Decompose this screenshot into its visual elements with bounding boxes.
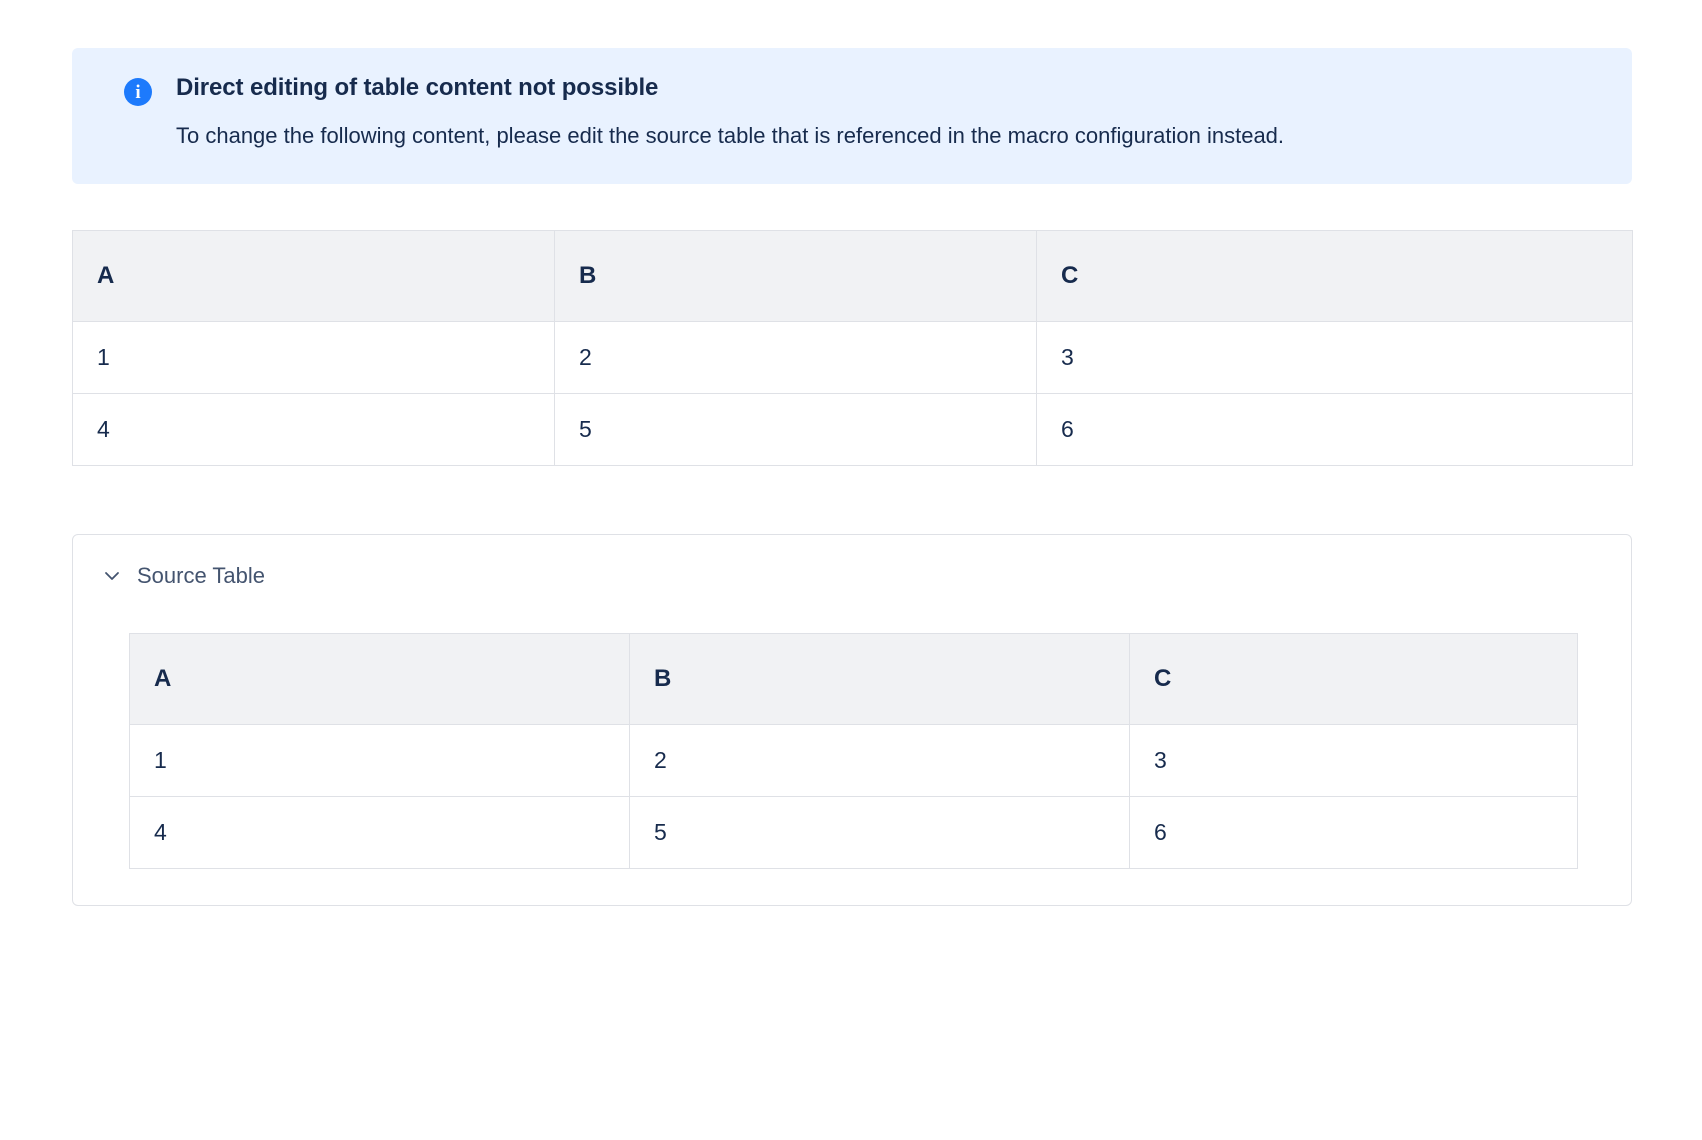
table-row bbox=[73, 321, 1633, 393]
table-head bbox=[73, 230, 1633, 321]
column-header-a: A bbox=[130, 633, 630, 724]
chevron-down-icon[interactable] bbox=[101, 565, 123, 587]
table-cell: 3 bbox=[1130, 724, 1578, 796]
table-body bbox=[73, 321, 1633, 465]
table-cell: 2 bbox=[630, 724, 1130, 796]
table-header-row bbox=[130, 633, 1578, 724]
column-header-c: C bbox=[1037, 230, 1633, 321]
info-banner-text bbox=[176, 74, 1604, 154]
table-cell: 6 bbox=[1037, 393, 1633, 465]
table-row bbox=[73, 393, 1633, 465]
source-table-expand-header[interactable] bbox=[73, 562, 1631, 588]
table-header-row bbox=[73, 230, 1633, 321]
source-table-container bbox=[129, 633, 1577, 869]
info-banner bbox=[72, 48, 1632, 184]
source-table bbox=[129, 633, 1578, 869]
column-header-b: B bbox=[630, 633, 1130, 724]
table-cell: 3 bbox=[1037, 321, 1633, 393]
source-table-panel-body bbox=[73, 587, 1631, 869]
source-table-head bbox=[130, 633, 1578, 724]
table-cell: 2 bbox=[555, 321, 1037, 393]
table-cell: 1 bbox=[73, 321, 555, 393]
source-table-body bbox=[130, 724, 1578, 868]
table-cell: 5 bbox=[630, 796, 1130, 868]
table-row bbox=[130, 796, 1578, 868]
table-cell: 6 bbox=[1130, 796, 1578, 868]
column-header-a: A bbox=[73, 230, 555, 321]
table-cell: 4 bbox=[73, 393, 555, 465]
source-table-panel-title: Source Table bbox=[137, 562, 266, 588]
info-icon: i bbox=[124, 78, 152, 106]
macro-output-table bbox=[72, 230, 1633, 466]
info-icon-container bbox=[100, 74, 176, 106]
info-banner-title: Direct editing of table content not possible bbox=[176, 74, 659, 101]
table-cell: 4 bbox=[130, 796, 630, 868]
info-banner-body: To change the following content, please edit the source table that is referenced in the macro configuration instead. bbox=[176, 123, 1285, 148]
column-header-c: C bbox=[1130, 633, 1578, 724]
macro-output-table-container bbox=[72, 230, 1632, 466]
table-row bbox=[130, 724, 1578, 796]
column-header-b: B bbox=[555, 230, 1037, 321]
source-table-expand-panel bbox=[72, 534, 1632, 906]
table-cell: 5 bbox=[555, 393, 1037, 465]
table-cell: 1 bbox=[130, 724, 630, 796]
